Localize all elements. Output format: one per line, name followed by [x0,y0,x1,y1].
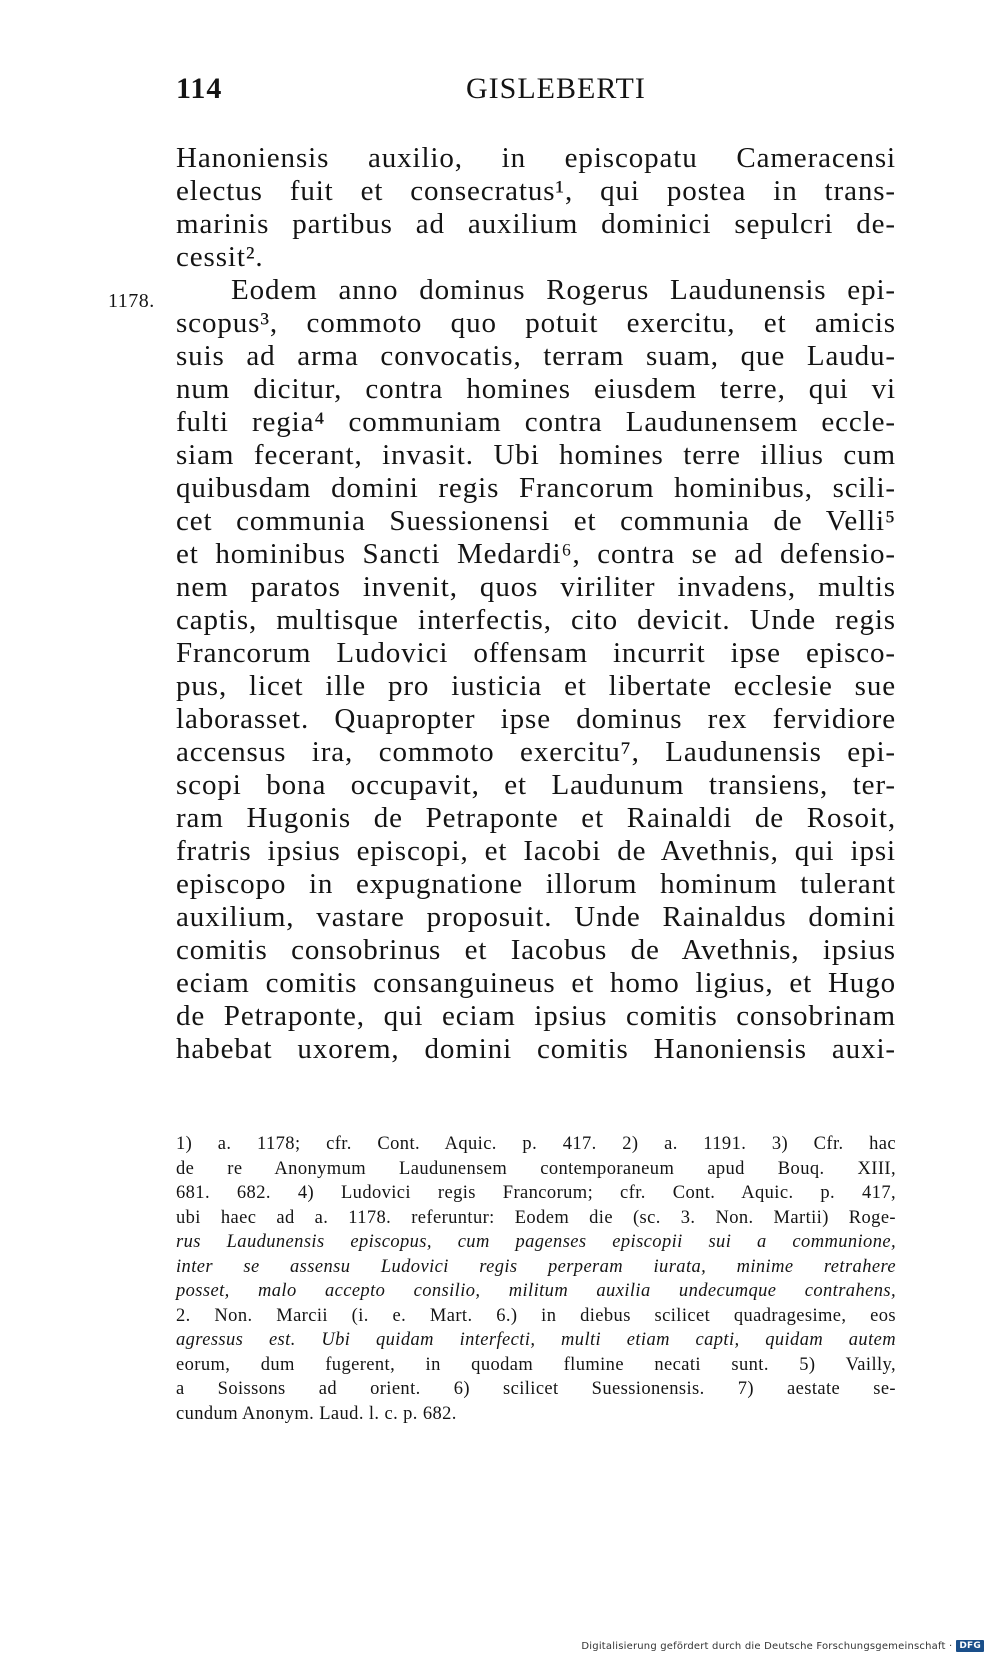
footnote-line: ubi haec ad a. 1178. referuntur: Eodem die (sc. 3. Non. Martii) Roge- [176,1207,896,1228]
text-line: quibusdam domini regis Francorum hominibus, scili- [176,472,896,504]
text-line: de Petraponte, qui eciam ipsius comitis consobrinam [176,1000,896,1032]
text-line: cessit². [176,241,264,273]
text-line: et hominibus Sancti Medardi⁶, contra se ad defensio- [176,538,896,570]
text-line: electus fuit et consecratus¹, qui postea in trans- [176,175,896,207]
text-line: siam fecerant, invasit. Ubi homines terre illius cum [176,439,896,471]
text-line: scopi bona occupavit, et Laudunum transiens, ter- [176,769,896,801]
footnote-line: cundum Anonym. Laud. l. c. p. 682. [176,1403,457,1424]
text-line: comitis consobrinus et Iacobus de Avethnis, ipsius [176,934,896,966]
text-line: Eodem anno dominus Rogerus Laudunensis epi- [231,274,896,306]
text-line: suis ad arma convocatis, terram suam, que Laudu- [176,340,896,372]
text-line: episcopo in expugnatione illorum hominum tulerant [176,868,896,900]
text-line: num dicitur, contra homines eiusdem terre, qui vi [176,373,896,405]
text-line: nem paratos invenit, quos viriliter invadens, multis [176,571,896,603]
footnote-line: posset, malo accepto consilio, militum auxilia undecumque contrahens, [176,1281,896,1301]
footnotes [176,1132,896,1426]
footnote-line: inter se assensu Ludovici regis perperam iurata, minime retrahere [176,1256,896,1277]
margin-year-note: 1178. [108,290,155,312]
footnote-line: de re Anonymum Laudunensem contemporaneum apud Bouq. XIII, [176,1158,896,1179]
footnote-line: eorum, dum fugerent, in quodam flumine necati sunt. 5) Vailly, [176,1354,896,1375]
credit-text: Digitalisierung gefördert durch die Deutsche Forschungsgemeinschaft · [581,1640,953,1652]
text-line: Hanoniensis auxilio, in episcopatu Cameracensi [176,142,896,174]
footnote-line: 681. 682. 4) Ludovici regis Francorum; cfr. Cont. Aquic. p. 417, [176,1183,896,1203]
footnote-line: 2. Non. Marcii (i. e. Mart. 6.) in diebus scilicet quadragesime, eos [176,1305,896,1326]
text-line: ram Hugonis de Petraponte et Rainaldi de Rosoit, [176,802,896,834]
text-line: captis, multisque interfectis, cito devicit. Unde regis [176,604,896,636]
text-line: Francorum Ludovici offensam incurrit ipse episco- [176,637,896,669]
dfg-logo-icon: DFG [956,1640,984,1652]
text-line: eciam comitis consanguineus et homo ligius, et Hugo [176,967,896,999]
footnote-line: agressus est. Ubi quidam interfecti, multi etiam capti, quidam autem [176,1330,896,1350]
text-line: auxilium, vastare proposuit. Unde Rainaldus domini [176,901,896,933]
text-line: marinis partibus ad auxilium dominici sepulcri de- [176,208,896,240]
footnote-line: 1) a. 1178; cfr. Cont. Aquic. p. 417. 2) a. 1191. 3) Cfr. hac [176,1134,896,1154]
text-line: fulti regia⁴ communiam contra Laudunensem eccle- [176,406,896,438]
text-line: pus, licet ille pro iusticia et libertate ecclesie sue [176,670,896,702]
text-line: accensus ira, commoto exercitu⁷, Laudunensis epi- [176,736,896,768]
body-text [176,142,896,1066]
text-line: habebat uxorem, domini comitis Hanoniensis auxi- [176,1033,896,1065]
text-line: cet communia Suessionensi et communia de Velli⁵ [176,505,896,537]
footnote-line: rus Laudunensis episcopus, cum pagenses episcopii sui a communione, [176,1232,896,1252]
page-number: 114 [176,72,223,105]
footnote-line: a Soissons ad orient. 6) scilicet Suessionensis. 7) aestate se- [176,1379,896,1399]
running-head: GISLEBERTI [466,72,646,105]
page-header [176,72,896,112]
text-line: laborasset. Quapropter ipse dominus rex fervidiore [176,703,896,735]
text-line: fratris ipsius episcopi, et Iacobi de Avethnis, qui ipsi [176,835,896,867]
text-line: scopus³, commoto quo potuit exercitu, et amicis [176,307,896,339]
digitization-credit [581,1640,984,1652]
